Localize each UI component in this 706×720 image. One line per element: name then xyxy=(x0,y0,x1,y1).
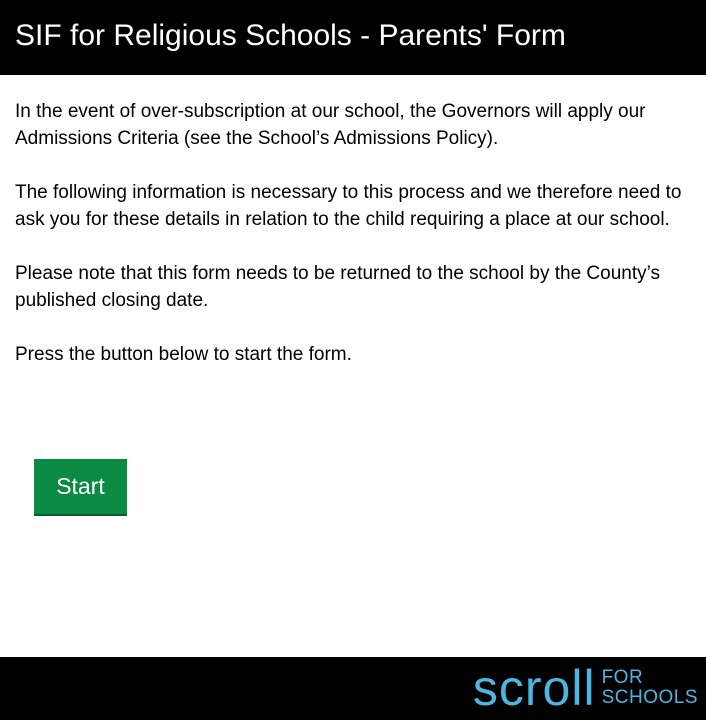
page-header xyxy=(0,0,706,75)
intro-paragraph-2: The following information is necessary to this process and we therefore need to ask you for these details in relation to the child requiring a place at our school. xyxy=(15,182,682,230)
intro-content xyxy=(15,98,695,395)
logo-subtitle xyxy=(602,668,698,708)
intro-paragraph-1: In the event of over-subscription at our school, the Governors will apply our Admissions Criteria (see the School’s Admissions Policy). xyxy=(15,101,646,149)
logo-subtitle-top: FOR xyxy=(601,667,644,688)
intro-paragraph-4: Press the button below to start the form. xyxy=(15,344,352,365)
scroll-for-schools-logo[interactable] xyxy=(473,659,698,717)
start-button[interactable]: Start xyxy=(34,459,127,516)
page-title: SIF for Religious Schools - Parents' Form xyxy=(15,19,566,52)
logo-subtitle-bottom: SCHOOLS xyxy=(601,687,698,708)
intro-paragraph-3: Please note that this form needs to be returned to the school by the County’s published closing date. xyxy=(15,263,660,311)
page-footer xyxy=(0,657,706,720)
logo-wordmark: scroll xyxy=(472,660,596,716)
